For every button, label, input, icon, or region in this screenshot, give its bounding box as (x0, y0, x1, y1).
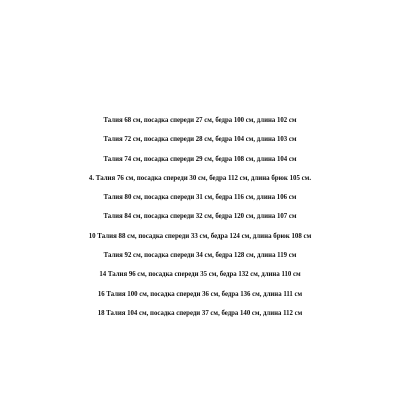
size-line-1: Талия 68 см, посадка спереди 27 см, бедра 100 см, длина 102 см (103, 117, 297, 124)
size-line-2: Талия 72 см, посадка спереди 28 см, бедра 104 см, длина 103 см (103, 136, 297, 144)
size-line-5: Талия 80 см, посадка спереди 31 см, бедра 116 см, длина 106 см (103, 194, 297, 202)
size-line-10: 16 Талия 100 см, посадка спереди 36 см, бедра 136 см, длина 111 см (97, 290, 303, 298)
size-line-11: 18 Талия 104 см, посадка спереди 37 см, бедра 140 см, длина 112 см (97, 309, 303, 317)
size-line-3: Талия 74 см, посадка спереди 29 см, бедра 108 см, длина 104 см (103, 155, 297, 163)
size-line-4: 4. Талия 76 см, посадка спереди 30 см, бедра 112 см, длина брюк 105 см. (88, 174, 312, 182)
size-line-6: Талия 84 см, посадка спереди 32 см, бедра 120 см, длина 107 см (103, 213, 297, 221)
size-chart-list (0, 111, 400, 323)
size-line-7: 10 Талия 88 см, посадка спереди 33 см, бедра 124 см, длина брюк 108 см (88, 232, 312, 240)
size-line-9: 14 Талия 96 см, посадка спереди 35 см, бедра 132 см, длина 110 см (99, 271, 301, 279)
size-line-8: Талия 92 см, посадка спереди 34 см, бедра 128 см, длина 119 см (103, 252, 297, 260)
